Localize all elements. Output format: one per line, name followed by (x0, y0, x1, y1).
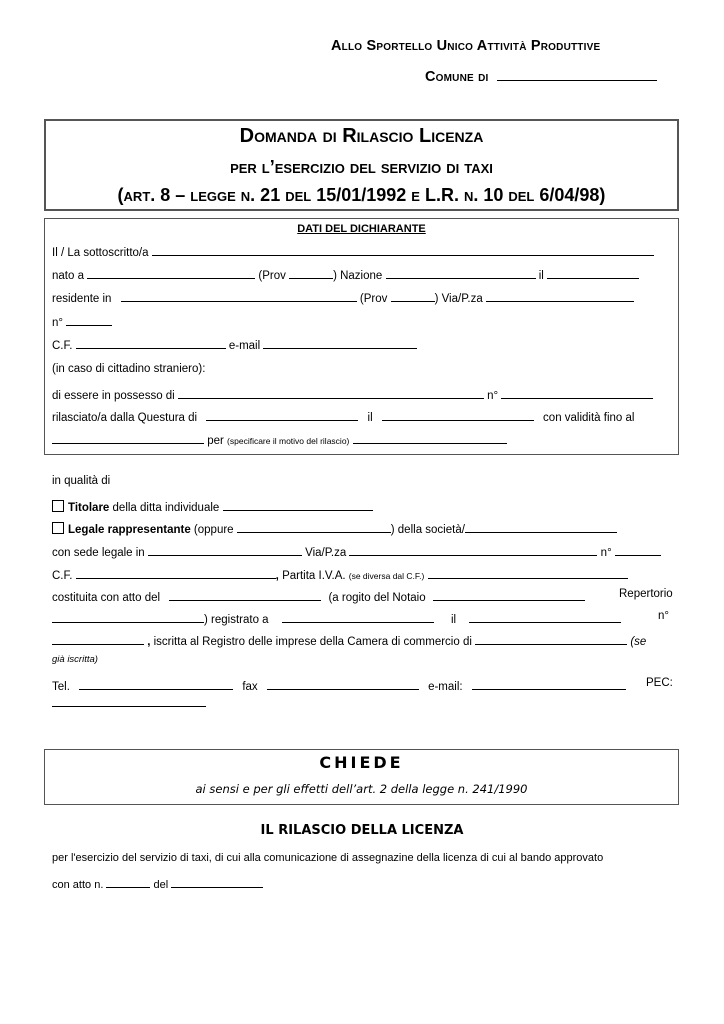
comune-label: Comune di (425, 69, 489, 85)
field-n-registro[interactable] (52, 632, 144, 645)
field-residente[interactable] (121, 289, 357, 302)
field-prov[interactable] (289, 266, 333, 279)
field-data-nascita[interactable] (547, 266, 639, 279)
label-titolare: Titolare (68, 502, 110, 514)
label-validita: con validità fino al (543, 412, 635, 424)
label-n2: n° (600, 547, 612, 559)
field-numero-documento[interactable] (501, 386, 653, 399)
field-data-registrazione[interactable] (469, 610, 621, 623)
rilascio-heading: IL RILASCIO DELLA LICENZA (260, 823, 464, 838)
addressee: Allo Sportello Unico Attività Produttive (331, 38, 601, 54)
field-numero[interactable] (66, 313, 112, 326)
label-fax: fax (242, 681, 258, 693)
field-via2[interactable] (349, 543, 597, 556)
label-cf: C.F. (52, 340, 73, 352)
label-legale: Legale rappresentante (68, 524, 191, 536)
label-prov: (Prov (258, 270, 286, 282)
field-atto-n[interactable] (106, 875, 150, 888)
titolare-checkbox[interactable] (52, 500, 64, 512)
straniero-note: (in caso di cittadino straniero): (52, 363, 206, 375)
qualita-intro: in qualità di (52, 475, 111, 487)
label-ditta: della ditta individuale (112, 502, 220, 514)
chiede-subtitle: ai sensi e per gli effetti dell’art. 2 della legge n. 241/1990 (195, 782, 528, 796)
field-documento[interactable] (178, 386, 484, 399)
label-iscritta: iscritta al Registro delle imprese della Camera di commercio di (153, 636, 472, 648)
rilascio-body: per l'esercizio del servizio di taxi, di cui alla comunicazione di assegnazine della licenza di cui al bando approvato (52, 852, 604, 864)
row-titolare (52, 498, 373, 514)
title-line3: (art. 8 – legge n. 21 del 15/01/1992 e L.R. n. 10 del 6/04/98) (117, 185, 606, 205)
title-box (44, 119, 679, 211)
row-residente (52, 289, 634, 305)
field-fax[interactable] (267, 677, 419, 690)
label-pec: PEC: (646, 677, 673, 689)
label-cf2: C.F. (52, 570, 73, 582)
row-atto (52, 875, 263, 891)
field-data-rilascio[interactable] (382, 408, 534, 421)
label-sede: con sede legale in (52, 547, 145, 559)
field-email[interactable] (263, 336, 417, 349)
label-via2: Via/P.za (305, 547, 347, 559)
row-piva (52, 566, 628, 582)
field-validita[interactable] (52, 431, 204, 444)
dichiarante-heading: DATI DEL DICHIARANTE (297, 223, 426, 235)
note-piva: (se diversa dal C.F.) (348, 571, 425, 581)
label-rilasciato: rilasciato/a dalla Questura di (52, 412, 198, 424)
note-per: (specificare il motivo del rilascio) (227, 436, 350, 446)
field-nazione[interactable] (386, 266, 536, 279)
row-cf-email (52, 336, 417, 352)
field-registrato[interactable] (282, 610, 434, 623)
comma2: , (147, 636, 151, 648)
label-repertorio: Repertorio (619, 588, 673, 600)
label-email2: e-mail: (428, 681, 463, 693)
row-numero (52, 313, 112, 329)
row-sottoscritto (52, 243, 654, 259)
label-sottoscritto: Il / La sottoscritto/a (52, 247, 149, 259)
title-line2: per l’esercizio del servizio di taxi (230, 157, 493, 177)
chiede-heading: CHIEDE (319, 753, 404, 772)
field-motivo[interactable] (353, 431, 507, 444)
field-cf[interactable] (76, 336, 226, 349)
field-pec[interactable] (52, 694, 206, 707)
note-se: (se (630, 636, 647, 648)
field-camera-commercio[interactable] (475, 632, 627, 645)
field-societa[interactable] (465, 520, 617, 533)
field-prov2[interactable] (391, 289, 435, 302)
field-piva[interactable] (428, 566, 628, 579)
label-residente: residente in (52, 293, 112, 305)
field-civico[interactable] (615, 543, 661, 556)
label-nato-a: nato a (52, 270, 84, 282)
label-il3: il (450, 614, 457, 626)
comune-field[interactable] (497, 68, 657, 81)
label-oppure: (oppure (193, 524, 234, 536)
field-repertorio[interactable] (52, 610, 204, 623)
field-email2[interactable] (472, 677, 626, 690)
label-n3: n° (658, 610, 669, 622)
label-rogito: (a rogito del Notaio (328, 592, 426, 604)
label-n: n° (487, 390, 499, 402)
field-sede[interactable] (148, 543, 302, 556)
field-sottoscritto[interactable] (152, 243, 654, 256)
note-gia-iscritta: già iscritta) (52, 654, 98, 665)
row-iscritta (52, 632, 646, 648)
label-il2: il (367, 412, 373, 424)
label-via: ) Via/P.za (434, 293, 483, 305)
label-registrato: ) registrato a (204, 614, 269, 626)
row-contatti (52, 677, 626, 693)
field-questura[interactable] (206, 408, 358, 421)
row-sede (52, 543, 661, 559)
field-ditta[interactable] (223, 498, 373, 511)
title-line1: Domanda di Rilascio Licenza (239, 125, 484, 147)
label-atto: con atto n. (52, 879, 104, 891)
label-email: e-mail (228, 340, 261, 352)
label-prov2: (Prov (359, 293, 388, 305)
label-tel: Tel. (52, 681, 70, 693)
row-registrato (52, 610, 621, 626)
legale-checkbox[interactable] (52, 522, 64, 534)
label-nazione: ) Nazione (333, 270, 383, 282)
field-nato-a[interactable] (87, 266, 255, 279)
field-atto[interactable] (169, 588, 321, 601)
label-numero: n° (52, 317, 63, 329)
label-piva: Partita I.V.A. (282, 570, 346, 582)
row-pec (52, 694, 206, 710)
row-costituita (52, 588, 585, 604)
row-possesso (52, 386, 653, 402)
field-via[interactable] (486, 289, 634, 302)
label-del: del (153, 879, 169, 891)
row-rilasciato (52, 408, 634, 424)
field-cf2[interactable] (76, 566, 276, 579)
label-il: il (538, 270, 544, 282)
comma: , (275, 570, 279, 582)
label-possesso: di essere in possesso di (52, 390, 175, 402)
label-costituita: costituita con atto del (52, 592, 161, 604)
field-atto-data[interactable] (171, 875, 263, 888)
field-tel[interactable] (79, 677, 233, 690)
label-per: per (207, 435, 224, 447)
chiede-box (44, 749, 679, 805)
label-societa: ) della società/ (390, 524, 465, 536)
field-notaio[interactable] (433, 588, 585, 601)
row-nato (52, 266, 639, 282)
field-oppure[interactable] (237, 520, 391, 533)
row-legale (52, 520, 617, 536)
row-per (52, 431, 507, 447)
